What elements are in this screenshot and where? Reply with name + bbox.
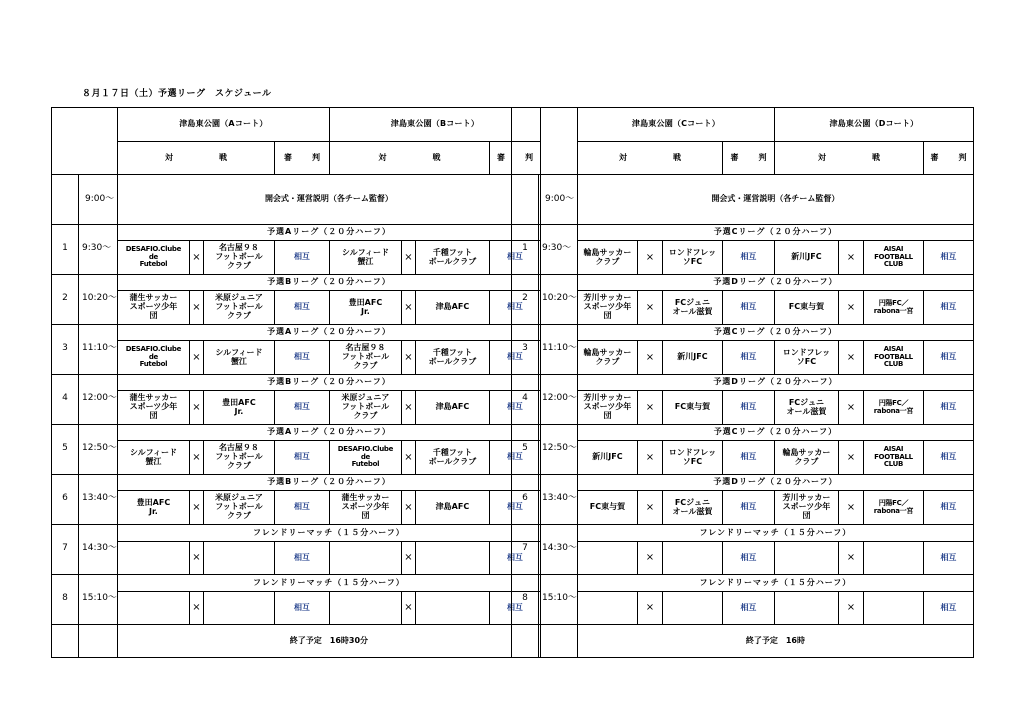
versus-mark: × [637, 542, 662, 575]
referee-char-2: 判 [524, 152, 533, 162]
referee-cell: 相互 [722, 542, 774, 575]
match-number: 6 [52, 475, 79, 525]
team-cell: 名古屋９８ フットボール クラブ [329, 341, 401, 375]
corner-cell [52, 108, 118, 175]
referee-cell: 相互 [489, 241, 540, 275]
team-cell: AISAI FOOTBALL CLUB [863, 241, 923, 275]
team-cell: 米原ジュニア フットボール クラブ [203, 491, 274, 525]
versus-mark: × [401, 341, 415, 375]
team-cell: DESAFIO.Clube de Futebol [117, 341, 189, 375]
league-label: フレンドリーマッチ（１５分ハーフ） [577, 575, 973, 592]
referee-cell: 相互 [923, 341, 973, 375]
team-cell [577, 542, 637, 575]
match-time: 11:10～ [539, 325, 578, 375]
versus-mark: × [401, 241, 415, 275]
versus-mark: × [189, 391, 203, 425]
match-time: 9:30～ [79, 225, 118, 275]
versus-mark: × [838, 341, 863, 375]
league-label: 予選Cリーグ（２０分ハーフ） [577, 425, 973, 441]
match-number: 6 [512, 475, 539, 525]
referee-cell: 相互 [722, 291, 774, 325]
team-cell: 千種フット ボールクラブ [415, 241, 489, 275]
team-cell [662, 592, 722, 625]
team-cell: 豊田AFC Jr. [203, 391, 274, 425]
team-cell: 芳川サッカー スポーツ少年 団 [774, 491, 838, 525]
versus-mark: × [637, 291, 662, 325]
match-time: 11:10～ [79, 325, 118, 375]
league-label: フレンドリーマッチ（１５分ハーフ） [117, 525, 540, 542]
referee-cell: 相互 [923, 592, 973, 625]
match-time: 12:00～ [539, 375, 578, 425]
league-label: 予選Cリーグ（２０分ハーフ） [577, 225, 973, 241]
referee-cell: 相互 [489, 291, 540, 325]
end-time-text: 終了予定 16時 [577, 625, 973, 658]
referee-header [923, 142, 973, 175]
matchup-char-1: 対 [164, 152, 173, 162]
match-time: 12:50～ [539, 425, 578, 475]
team-cell: FC東与賀 [662, 391, 722, 425]
versus-mark: × [838, 491, 863, 525]
versus-mark: × [637, 241, 662, 275]
team-cell: FCジュニ オール滋賀 [662, 491, 722, 525]
versus-mark: × [189, 341, 203, 375]
matchup-char-1: 対 [817, 152, 826, 162]
team-cell [863, 542, 923, 575]
match-number: 1 [512, 225, 539, 275]
match-number: 3 [512, 325, 539, 375]
team-cell: 米原ジュニア フットボール クラブ [203, 291, 274, 325]
team-cell: 円陽FC／ rabona一宮 [863, 291, 923, 325]
referee-cell: 相互 [274, 341, 329, 375]
page-title: ８月１７日（土）予選リーグ スケジュール [82, 89, 272, 99]
versus-mark: × [838, 391, 863, 425]
match-number: 2 [52, 275, 79, 325]
versus-mark: × [401, 391, 415, 425]
team-cell [117, 542, 189, 575]
matchup-header [577, 142, 722, 175]
versus-mark: × [838, 441, 863, 475]
team-cell [329, 592, 401, 625]
team-cell: DESAFIO.Clube de Futebol [117, 241, 189, 275]
referee-cell: 相互 [274, 592, 329, 625]
team-cell: 輪島サッカー クラブ [774, 441, 838, 475]
team-cell: 豊田AFC Jr. [329, 291, 401, 325]
match-time: 12:00～ [79, 375, 118, 425]
league-label: フレンドリーマッチ（１５分ハーフ） [577, 525, 973, 542]
team-cell: 円陽FC／ rabona一宮 [863, 391, 923, 425]
versus-mark: × [637, 491, 662, 525]
referee-char-2: 判 [758, 152, 767, 162]
match-number: 4 [52, 375, 79, 425]
league-label: 予選Cリーグ（２０分ハーフ） [577, 325, 973, 341]
team-cell [863, 592, 923, 625]
referee-char-1: 審 [930, 152, 939, 162]
versus-mark: × [401, 592, 415, 625]
referee-cell: 相互 [274, 491, 329, 525]
schedule-table-right [511, 107, 974, 658]
league-label: 予選Aリーグ（２０分ハーフ） [117, 225, 540, 241]
team-cell: 新川JFC [774, 241, 838, 275]
team-cell: 円陽FC／ rabona一宮 [863, 491, 923, 525]
team-cell: AISAI FOOTBALL CLUB [863, 341, 923, 375]
matchup-header [329, 142, 489, 175]
team-cell: 津島AFC [415, 391, 489, 425]
match-time: 12:50～ [79, 425, 118, 475]
team-cell: 芳川サッカー スポーツ少年 団 [577, 291, 637, 325]
match-number: 7 [52, 525, 79, 575]
match-time: 13:40～ [539, 475, 578, 525]
league-label: 予選Dリーグ（２０分ハーフ） [577, 275, 973, 291]
matchup-char-2: 戦 [672, 152, 681, 162]
matchup-char-2: 戦 [871, 152, 880, 162]
team-cell [415, 542, 489, 575]
corner-cell [512, 108, 578, 175]
referee-cell: 相互 [722, 241, 774, 275]
referee-cell: 相互 [489, 542, 540, 575]
referee-cell: 相互 [489, 592, 540, 625]
referee-cell: 相互 [489, 441, 540, 475]
versus-mark: × [189, 542, 203, 575]
referee-cell: 相互 [923, 291, 973, 325]
court-header-1: 津島東公園（Aコート） [117, 108, 329, 142]
team-cell [203, 542, 274, 575]
referee-cell: 相互 [274, 291, 329, 325]
opening-text: 開会式・運営説明（各チーム監督） [117, 175, 540, 225]
team-cell: 芳川サッカー スポーツ少年 団 [577, 391, 637, 425]
match-number: 1 [52, 225, 79, 275]
matchup-header [774, 142, 923, 175]
referee-header [274, 142, 329, 175]
referee-cell: 相互 [722, 341, 774, 375]
team-cell: 名古屋９８ フットボール クラブ [203, 441, 274, 475]
versus-mark: × [401, 441, 415, 475]
team-cell: FCジュニ オール滋賀 [774, 391, 838, 425]
matchup-header [117, 142, 274, 175]
opening-time: 9:00～ [79, 175, 118, 225]
match-time: 15:10～ [79, 575, 118, 625]
team-cell [203, 592, 274, 625]
team-cell: 千種フット ボールクラブ [415, 441, 489, 475]
team-cell: 新川JFC [662, 341, 722, 375]
team-cell: 新川JFC [577, 441, 637, 475]
referee-cell: 相互 [274, 542, 329, 575]
referee-char-1: 審 [730, 152, 739, 162]
team-cell: 蒲生サッカー スポーツ少年 団 [117, 391, 189, 425]
team-cell [577, 592, 637, 625]
referee-cell: 相互 [923, 542, 973, 575]
end-time-text: 終了予定 16時30分 [117, 625, 540, 658]
team-cell: 千種フット ボールクラブ [415, 341, 489, 375]
referee-cell: 相互 [923, 391, 973, 425]
court-header-2: 津島東公園（Dコート） [774, 108, 973, 142]
league-label: 予選Dリーグ（２０分ハーフ） [577, 375, 973, 391]
team-cell: 津島AFC [415, 491, 489, 525]
referee-char-2: 判 [958, 152, 967, 162]
match-number: 3 [52, 325, 79, 375]
team-cell: FC東与賀 [577, 491, 637, 525]
team-cell: DESAFIO.Clube de Futebol [329, 441, 401, 475]
versus-mark: × [189, 491, 203, 525]
team-cell: ロンドフレッ ソFC [662, 441, 722, 475]
referee-cell: 相互 [274, 441, 329, 475]
matchup-char-2: 戦 [432, 152, 441, 162]
team-cell: 蒲生サッカー スポーツ少年 団 [329, 491, 401, 525]
versus-mark: × [401, 491, 415, 525]
referee-cell: 相互 [489, 391, 540, 425]
match-time: 15:10～ [539, 575, 578, 625]
number-cell [52, 625, 79, 658]
league-label: 予選Bリーグ（２０分ハーフ） [117, 475, 540, 491]
time-cell [539, 625, 578, 658]
team-cell [774, 542, 838, 575]
versus-mark: × [189, 441, 203, 475]
referee-char-2: 判 [311, 152, 320, 162]
referee-char-1: 審 [496, 152, 505, 162]
match-time: 10:20～ [539, 275, 578, 325]
team-cell: シルフィード 蟹江 [117, 441, 189, 475]
referee-cell: 相互 [722, 491, 774, 525]
match-number: 8 [52, 575, 79, 625]
number-cell [52, 175, 79, 225]
team-cell: シルフィード 蟹江 [203, 341, 274, 375]
match-number: 5 [52, 425, 79, 475]
team-cell: AISAI FOOTBALL CLUB [863, 441, 923, 475]
match-number: 2 [512, 275, 539, 325]
versus-mark: × [838, 542, 863, 575]
team-cell [117, 592, 189, 625]
referee-cell: 相互 [274, 391, 329, 425]
league-label: 予選Bリーグ（２０分ハーフ） [117, 275, 540, 291]
referee-cell: 相互 [722, 391, 774, 425]
referee-cell: 相互 [722, 592, 774, 625]
referee-header [722, 142, 774, 175]
team-cell [415, 592, 489, 625]
versus-mark: × [189, 291, 203, 325]
team-cell: 米原ジュニア フットボール クラブ [329, 391, 401, 425]
match-number: 7 [512, 525, 539, 575]
team-cell: ロンドフレッ ソFC [774, 341, 838, 375]
number-cell [512, 175, 539, 225]
versus-mark: × [189, 592, 203, 625]
versus-mark: × [838, 291, 863, 325]
versus-mark: × [401, 291, 415, 325]
match-time: 9:30～ [539, 225, 578, 275]
referee-cell: 相互 [274, 241, 329, 275]
versus-mark: × [401, 542, 415, 575]
team-cell [329, 542, 401, 575]
referee-cell: 相互 [923, 441, 973, 475]
referee-cell: 相互 [923, 241, 973, 275]
time-cell [79, 625, 118, 658]
court-header-2: 津島東公園（Bコート） [329, 108, 540, 142]
court-header-1: 津島東公園（Cコート） [577, 108, 774, 142]
team-cell: 輪島サッカー クラブ [577, 341, 637, 375]
team-cell: 蒲生サッカー スポーツ少年 団 [117, 291, 189, 325]
matchup-char-2: 戦 [218, 152, 227, 162]
matchup-char-1: 対 [618, 152, 627, 162]
team-cell [662, 542, 722, 575]
match-time: 14:30～ [539, 525, 578, 575]
league-label: 予選Dリーグ（２０分ハーフ） [577, 475, 973, 491]
match-number: 8 [512, 575, 539, 625]
versus-mark: × [838, 592, 863, 625]
team-cell: FCジュニ オール滋賀 [662, 291, 722, 325]
versus-mark: × [637, 441, 662, 475]
referee-cell: 相互 [722, 441, 774, 475]
versus-mark: × [637, 391, 662, 425]
team-cell: 名古屋９８ フットボール クラブ [203, 241, 274, 275]
versus-mark: × [838, 241, 863, 275]
referee-cell: 相互 [923, 491, 973, 525]
match-time: 10:20～ [79, 275, 118, 325]
team-cell: シルフィード 蟹江 [329, 241, 401, 275]
team-cell: 輪島サッカー クラブ [577, 241, 637, 275]
league-label: 予選Aリーグ（２０分ハーフ） [117, 325, 540, 341]
number-cell [512, 625, 539, 658]
versus-mark: × [189, 241, 203, 275]
versus-mark: × [637, 341, 662, 375]
league-label: 予選Bリーグ（２０分ハーフ） [117, 375, 540, 391]
referee-cell: 相互 [489, 491, 540, 525]
referee-char-1: 審 [283, 152, 292, 162]
team-cell: ロンドフレッ ソFC [662, 241, 722, 275]
match-time: 13:40～ [79, 475, 118, 525]
opening-time: 9:00～ [539, 175, 578, 225]
team-cell: 豊田AFC Jr. [117, 491, 189, 525]
team-cell: 津島AFC [415, 291, 489, 325]
league-label: 予選Aリーグ（２０分ハーフ） [117, 425, 540, 441]
referee-cell: 相互 [489, 341, 540, 375]
schedule-table-left [51, 107, 541, 658]
match-number: 4 [512, 375, 539, 425]
match-time: 14:30～ [79, 525, 118, 575]
league-label: フレンドリーマッチ（１５分ハーフ） [117, 575, 540, 592]
opening-text: 開会式・運営説明（各チーム監督） [577, 175, 973, 225]
match-number: 5 [512, 425, 539, 475]
team-cell: FC東与賀 [774, 291, 838, 325]
team-cell [774, 592, 838, 625]
versus-mark: × [637, 592, 662, 625]
matchup-char-1: 対 [378, 152, 387, 162]
